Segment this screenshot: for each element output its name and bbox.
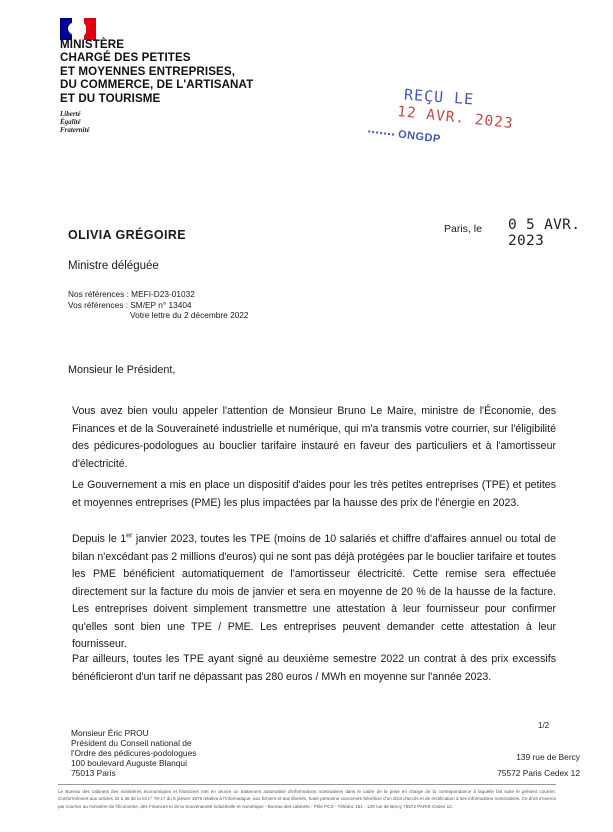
recipient-line: Président du Conseil national de — [71, 738, 192, 748]
page-number: 1/2 — [538, 721, 550, 730]
ministry-header — [60, 38, 300, 105]
your-letter-date: Votre lettre du 2 décembre 2022 — [130, 310, 249, 321]
ministry-line: ET DU TOURISME — [60, 91, 161, 105]
reception-stamp-date: 12 AVR. 2023 — [396, 103, 515, 133]
motto-egalite: Égalité — [60, 117, 81, 126]
letter-city: Paris, le — [444, 223, 482, 235]
reception-stamp-org: ONGDP — [397, 128, 442, 146]
paragraph-2: Le Gouvernement a mis en place un dispositif d'aides pour les très petites entreprises (TPE) et petites et moyennes entreprises (PME) les plus impactées par la hausse des prix de l'énergie en 2023. — [72, 479, 556, 509]
ministry-line: MINISTÈRE — [60, 38, 125, 51]
sender-address — [470, 749, 580, 781]
recipient-address — [71, 728, 196, 778]
republique-francaise-logo-icon — [60, 18, 96, 40]
recipient-line: l'Ordre des pédicures-podologues — [71, 748, 197, 758]
your-reference: Vos références : SM/EP n° 13404 — [68, 299, 192, 310]
salutation: Monsieur le Président, — [68, 364, 176, 376]
privacy-footer: Le Bureau des cabinets des ministères économiques et financiers met en œuvre un traitement automatisé d'informations nominatives dans le cadre de la prise en charge de la correspondance à laquelle fait suite le présent courrier. Conformément aux articles 34 à 36 de la loi n° 78-17 du 6 janvier 1978 relative à l'informatique, aux fichiers et aux libertés, toute personne concernée bénéficie d'un droit d'accès et de rectification à ses informations nominatives. Ce droit s'exerce par courrier au ministère de l'Économie, des Finances et de la Souveraineté industrielle et numérique - Bureau des cabinets - Pôle PCS - Télédoc 151 - 139 rue de Bercy 75572 PARIS Cedex 12. — [58, 789, 556, 809]
letter-date: 0 5 AVR. 2023 — [508, 217, 581, 249]
stamp-divider — [368, 130, 394, 137]
ministry-line: DU COMMERCE, DE L'ARTISANAT — [60, 78, 254, 92]
recipient-line: Monsieur Éric PROU — [71, 728, 149, 738]
signer-name: OLIVIA GRÉGOIRE — [68, 228, 187, 242]
republic-motto — [60, 111, 90, 134]
sender-street: 139 rue de Bercy — [516, 752, 580, 762]
paragraph-4: Par ailleurs, toutes les TPE ayant signé au deuxième semestre 2022 un contrat à des prix excessifs bénéficieront d'un tarif ne dépassant pas 280 euros / MWh en moyenne sur l'année 2023. — [72, 653, 556, 683]
references-block — [68, 289, 249, 321]
ministry-line: CHARGÉ DES PETITES — [60, 51, 191, 65]
reception-stamp-label: REÇU LE — [403, 85, 475, 109]
paragraph-3 — [72, 531, 556, 654]
paragraph-3-superscript: er — [126, 532, 133, 540]
signer-title: Ministre déléguée — [68, 260, 159, 272]
recipient-line: 75013 Paris — [71, 768, 116, 778]
paragraph-3-rest: janvier 2023, toutes les TPE (moins de 10 salariés et chiffre d'affaires annuel ou total de bilan n'excédant pas 2 millions d'euros) qui ne sont pas déjà protégées par le bouclier tarifaire et toutes les PME bénéficient automatiquement de l'amortisseur électricité. Cette remise sera effectuée directement sur la facture du mois de janvier et sera en moyenne de 20 % de la hausse de la facture. Les entreprises doivent simplement transmettre une attestation à leur fournisseur pour confirmer qu'elles sont bien une TPE / PME. Les entreprises peuvent demander cette attestation à leur fournisseur. — [72, 533, 557, 650]
ministry-line: ET MOYENNES ENTREPRISES, — [60, 64, 236, 78]
footer-divider — [58, 784, 556, 785]
paragraph-3-start: Depuis le 1 — [72, 533, 127, 545]
recipient-line: 100 boulevard Auguste Blanqui — [71, 758, 187, 768]
motto-fraternite: Fraternité — [60, 125, 90, 134]
our-reference: Nos références : MEFI-D23-01032 — [68, 289, 195, 299]
paragraph-1: Vous avez bien voulu appeler l'attention de Monsieur Bruno Le Maire, ministre de l'Économie, des Finances et de la Souveraineté industrielle et numérique, qui m'a transmis votre courrier, sur l'éligibilité des pédicures-podologues au bouclier tarifaire instauré en faveur des particuliers et à l'amortisseur d'électricité. — [72, 405, 556, 470]
sender-city: 75572 Paris Cedex 12 — [497, 768, 580, 778]
motto-liberte: Liberté — [60, 110, 81, 118]
